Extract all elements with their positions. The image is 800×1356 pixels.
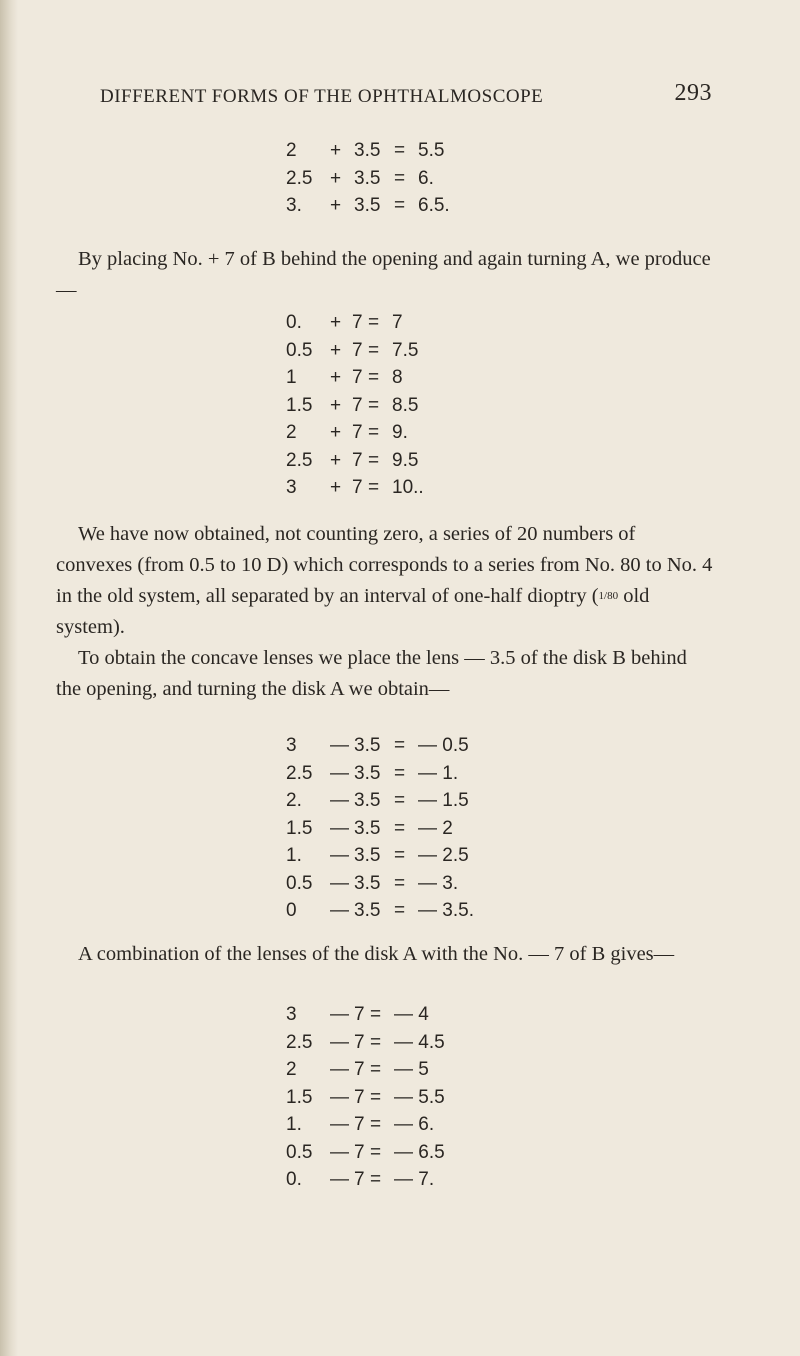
equation-term: 3 — [286, 477, 297, 498]
equation-term: 0.5 — [286, 339, 313, 361]
paragraph-2 — [56, 519, 716, 705]
equation-equals: = — [394, 845, 406, 866]
equation-equals: = — [394, 195, 406, 216]
equation-term: 0. — [286, 312, 302, 333]
equation-addend: 7 — [354, 1169, 365, 1190]
equation-row — [286, 870, 498, 898]
equation-equals: = — [394, 790, 406, 811]
equation-row — [286, 337, 452, 365]
equation-result: — 0.5 — [418, 735, 469, 756]
equation-result: — 5.5 — [394, 1086, 445, 1108]
equation-operator: — — [330, 900, 349, 921]
equation-equals: = — [394, 735, 406, 756]
equation-row — [286, 364, 452, 392]
paragraph-3-text: To obtain the concave lenses we place the lens — 3.5 of the disk B behind the opening, and turning the disk A we obtain— — [56, 647, 687, 700]
equation-operator: — — [330, 735, 349, 756]
equation-equals: = — [368, 367, 380, 388]
equation-result: — 3.5. — [418, 900, 474, 921]
equation-addend: 7 — [352, 422, 363, 443]
equation-operator: — — [330, 1169, 349, 1190]
equation-addend: 3.5 — [354, 140, 381, 161]
equation-operator: — — [330, 817, 349, 839]
equation-term: 2.5 — [286, 762, 313, 784]
equation-equals: = — [370, 1059, 382, 1080]
paragraph-2-tail: old system). — [56, 585, 650, 638]
equation-table-2 — [286, 309, 452, 502]
equation-term: 2.5 — [286, 167, 313, 189]
equation-result: 5.5 — [418, 140, 445, 161]
equation-term: 1.5 — [286, 1086, 313, 1108]
page-edge-shadow — [0, 0, 18, 1356]
equation-result: 6. — [418, 167, 434, 189]
equation-row — [286, 392, 452, 420]
equation-term: 2 — [286, 422, 297, 443]
paragraph-4 — [56, 939, 716, 970]
equation-equals: = — [370, 1031, 382, 1053]
equation-operator: — — [330, 1086, 349, 1108]
equation-result: — 1.5 — [418, 790, 469, 811]
equation-addend: 7 — [354, 1086, 365, 1108]
page-number: 293 — [674, 80, 712, 106]
equation-term: 0.5 — [286, 1141, 313, 1163]
equation-addend: 3.5 — [354, 845, 381, 866]
equation-result: 7.5 — [392, 339, 419, 361]
equation-row — [286, 1001, 474, 1029]
equation-term: 1.5 — [286, 394, 313, 416]
equation-equals: = — [394, 140, 406, 161]
equation-term: 2.5 — [286, 1031, 313, 1053]
equation-row — [286, 1056, 474, 1084]
equation-addend: 7 — [354, 1004, 365, 1025]
equation-addend: 7 — [354, 1114, 365, 1135]
equation-addend: 7 — [352, 312, 363, 333]
equation-term: 1. — [286, 1114, 302, 1135]
equation-term: 0 — [286, 900, 297, 921]
equation-addend: 7 — [352, 367, 363, 388]
equation-result: 6.5. — [418, 195, 450, 216]
equation-term: 0. — [286, 1169, 302, 1190]
equation-term: 2 — [286, 140, 297, 161]
equation-equals: = — [370, 1114, 382, 1135]
equation-equals: = — [394, 817, 406, 839]
equation-addend: 3.5 — [354, 735, 381, 756]
equation-result: — 4.5 — [394, 1031, 445, 1053]
equation-operator: — — [330, 1059, 349, 1080]
equation-operator: — — [330, 1031, 349, 1053]
equation-term: 2 — [286, 1059, 297, 1080]
equation-result: — 2 — [418, 817, 453, 839]
equation-addend: 3.5 — [354, 872, 381, 894]
equation-addend: 3.5 — [354, 195, 381, 216]
equation-operator: — — [330, 872, 349, 894]
equation-result: 8 — [392, 367, 403, 388]
equation-row — [286, 1029, 474, 1057]
equation-result: — 2.5 — [418, 845, 469, 866]
equation-addend: 3.5 — [354, 900, 381, 921]
equation-addend: 3.5 — [354, 167, 381, 189]
equation-row — [286, 760, 498, 788]
equation-row — [286, 309, 452, 337]
equation-row — [286, 787, 498, 815]
equation-row — [286, 897, 498, 925]
paragraph-1 — [56, 244, 716, 306]
equation-addend: 7 — [352, 339, 363, 361]
equation-term: 2.5 — [286, 449, 313, 471]
equation-operator: + — [330, 394, 342, 416]
equation-table-4 — [286, 1001, 474, 1194]
paragraph-2-text — [56, 519, 716, 643]
paragraph-1-text: By placing No. + 7 of B behind the opening and again turning A, we produce— — [56, 248, 711, 301]
equation-equals: = — [394, 872, 406, 894]
equation-result: 8.5 — [392, 394, 419, 416]
equation-result: 10.. — [392, 477, 424, 498]
equation-equals: = — [368, 312, 380, 333]
equation-table-3 — [286, 732, 498, 925]
equation-row — [286, 1111, 474, 1139]
equation-result: — 1. — [418, 762, 459, 784]
equation-term: 1 — [286, 367, 297, 388]
equation-equals: = — [368, 422, 380, 443]
equation-row — [286, 192, 488, 220]
equation-result: 9.5 — [392, 449, 419, 471]
equation-operator: — — [330, 790, 349, 811]
equation-operator: — — [330, 1004, 349, 1025]
equation-addend: 7 — [354, 1141, 365, 1163]
equation-operator: + — [330, 312, 342, 333]
equation-result: — 6.5 — [394, 1141, 445, 1163]
equation-equals: = — [368, 394, 380, 416]
equation-operator: + — [330, 167, 342, 189]
equation-term: 1.5 — [286, 817, 313, 839]
equation-result: 7 — [392, 312, 403, 333]
equation-row — [286, 732, 498, 760]
equation-result: 9. — [392, 422, 408, 443]
equation-row — [286, 815, 498, 843]
equation-addend: 7 — [352, 449, 363, 471]
equation-row — [286, 1166, 474, 1194]
equation-equals: = — [370, 1141, 382, 1163]
equation-equals: = — [370, 1086, 382, 1108]
equation-addend: 3.5 — [354, 762, 381, 784]
running-title: DIFFERENT FORMS OF THE OPHTHALMOSCOPE — [100, 86, 544, 107]
equation-equals: = — [394, 900, 406, 921]
equation-equals: = — [368, 449, 380, 471]
paragraph-2-main: We have now obtained, not counting zero, a series of 20 numbers of convexes (from 0.5 to 10 D) which corresponds to a series from No. 80 to No. 4 in the old system, all separated by an interval of one-half dioptry ( — [56, 523, 713, 607]
equation-operator: + — [330, 449, 342, 471]
equation-operator: + — [330, 477, 342, 498]
equation-equals: = — [394, 762, 406, 784]
equation-equals: = — [370, 1004, 382, 1025]
equation-addend: 3.5 — [354, 790, 381, 811]
paragraph-4-text: A combination of the lenses of the disk A with the No. — 7 of B gives— — [78, 943, 675, 965]
equation-result: — 7. — [394, 1169, 435, 1190]
equation-equals: = — [394, 167, 406, 189]
equation-result: — 6. — [394, 1114, 435, 1135]
equation-operator: — — [330, 762, 349, 784]
equation-term: 1. — [286, 845, 302, 866]
equation-row — [286, 137, 488, 165]
equation-row — [286, 447, 452, 475]
equation-equals: = — [368, 339, 380, 361]
equation-addend: 7 — [352, 394, 363, 416]
equation-operator: — — [330, 845, 349, 866]
equation-addend: 7 — [354, 1031, 365, 1053]
equation-result: — 3. — [418, 872, 459, 894]
equation-addend: 3.5 — [354, 817, 381, 839]
equation-row — [286, 165, 488, 193]
equation-result: — 5 — [394, 1059, 429, 1080]
fraction-one-eightieth: 1/80 — [598, 590, 619, 602]
equation-addend: 7 — [354, 1059, 365, 1080]
equation-row — [286, 419, 452, 447]
equation-operator: + — [330, 422, 342, 443]
equation-result: — 4 — [394, 1004, 429, 1025]
equation-term: 3 — [286, 1004, 297, 1025]
equation-term: 3 — [286, 735, 297, 756]
equation-operator: + — [330, 140, 342, 161]
equation-term: 3. — [286, 195, 302, 216]
equation-operator: — — [330, 1141, 349, 1163]
equation-operator: + — [330, 195, 342, 216]
equation-equals: = — [370, 1169, 382, 1190]
equation-addend: 7 — [352, 477, 363, 498]
equation-table-1 — [286, 137, 488, 220]
equation-operator: — — [330, 1114, 349, 1135]
equation-row — [286, 1139, 474, 1167]
equation-operator: + — [330, 367, 342, 388]
equation-term: 2. — [286, 790, 302, 811]
equation-row — [286, 474, 452, 502]
equation-row — [286, 842, 498, 870]
equation-term: 0.5 — [286, 872, 313, 894]
equation-operator: + — [330, 339, 342, 361]
equation-equals: = — [368, 477, 380, 498]
equation-row — [286, 1084, 474, 1112]
